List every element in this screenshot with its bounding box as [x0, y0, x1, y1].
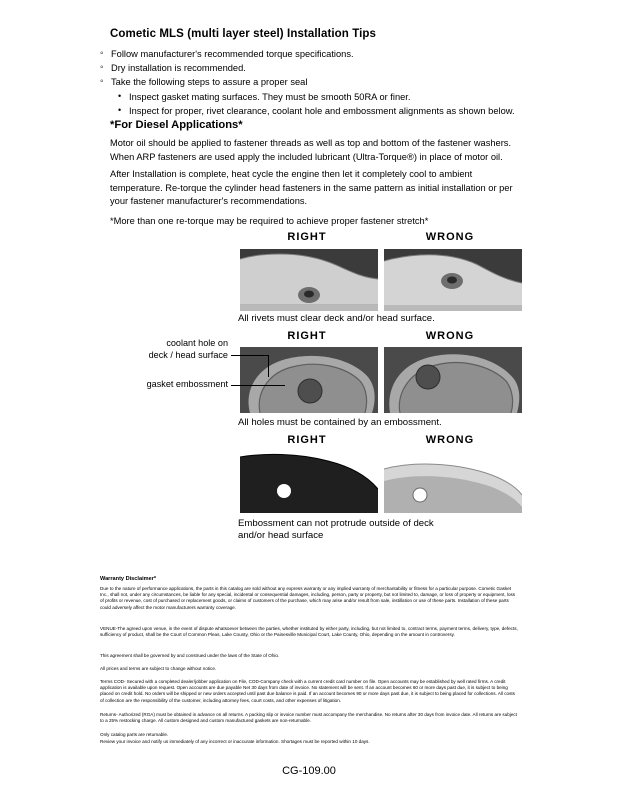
figure2-wrong-image [384, 347, 522, 413]
warranty-paragraph: Returns- Authorized (RGA) must be obtained in advance on all returns. A packing slip or invoice number must accompany the merchandise. No returns after 30 days from invoice date. All returns are subject to a 25% restocking charge. All custom designed and custom manufactured gaskets are non-returnable. [100, 712, 517, 724]
list-item: ◦ Dry installation is recommended. [100, 61, 600, 75]
figure3-caption-line2: and/or head surface [238, 530, 324, 541]
figure3-wrong-image [384, 451, 522, 513]
warranty-paragraph: VENUE-The agreed upon venue, in the event of dispute whatsoever between the parties, whether instituted by either party, including, but not limited to, contract terms, payment terms, delivery, type, defects, sufficiency of product, shall be the Court of Common Pleas, Lake County, Ohio or the Painesville Municipal Court, Lake County, Ohio, depending on the amount in controversy. [100, 626, 518, 638]
figure1-right-label: RIGHT [287, 231, 327, 243]
list-item: ◦ Follow manufacturer's recommended torque specifications. [100, 47, 600, 61]
warranty-heading: Warranty Disclaimer* [100, 576, 157, 582]
figure2-right-label: RIGHT [287, 330, 327, 342]
figure2-caption: All holes must be contained by an embossment. [238, 417, 442, 428]
figure3-right-label: RIGHT [287, 434, 327, 446]
coolant-hole-leader-drop [268, 355, 269, 377]
coolant-hole-leader-line [231, 355, 269, 356]
list-item: • Inspect for proper, rivet clearance, coolant hole and embossment alignments as shown below. [118, 104, 600, 118]
coolant-hole-annotation [118, 337, 228, 361]
figure1-wrong-label: WRONG [425, 231, 475, 243]
figure2-right-image [240, 347, 378, 413]
diesel-paragraph-1: Motor oil should be applied to fastener threads as well as top and bottom of the fastener washers. When ARP fasteners are used apply the included lubricant (Ultra-Torque®) in place of motor oil. [110, 138, 512, 162]
figure3-caption-line1: Embossment can not protrude outside of deck [238, 518, 434, 529]
figure2-wrong-label: WRONG [425, 330, 475, 342]
tips-list [100, 47, 600, 118]
list-item: ◦ Take the following steps to assure a proper seal [100, 75, 600, 89]
diesel-paragraph-3: *More than one re-torque may be required to achieve proper fastener stretch* [110, 216, 429, 226]
figure1-caption: All rivets must clear deck and/or head surface. [238, 313, 435, 324]
warranty-paragraph: All prices and terms are subject to change without notice. [100, 666, 217, 671]
figure3-right-image [240, 451, 378, 513]
warranty-paragraph: This agreement shall be governed by and construed under the laws of the State of Ohio. [100, 653, 280, 658]
coolant-hole-annotation-line1: coolant hole on [166, 338, 228, 348]
coolant-hole-annotation-line2: deck / head surface [148, 350, 228, 360]
warranty-paragraph: Review your invoice and notify us immediately of any incorrect or inaccurate information. Shortages must be reported within 10 days. [100, 739, 370, 744]
gasket-embossment-leader-line [231, 385, 285, 386]
warranty-paragraph: Only catalog parts are returnable. [100, 732, 169, 737]
warranty-paragraph: Terms COD- Secured with a completed dealer/jobber application on File, COD-Company check with a current credit card number on file. Open accounts may be established by well rated firms. A credit application is available upon request. Open accounts are due payable Net 30 days from date of invoice. No statement will be sent. If an account becomes 60 or more days past due, it is subject to being placed on credit hold. No orders will be shipped or new orders accepted until past due balance is paid. If an account becomes 90 or more days past due, it is subject to being placed for collections. All costs of collection are the responsibility of the customer, including attorney fees, court costs, and other expenses of litigation. [100, 679, 515, 703]
figure1-wrong-image [384, 249, 522, 311]
diesel-paragraph-2: After Installation is complete, heat cycle the engine then let it completely cool to ambient temperature. Re-torque the cylinder head fasteners in the same pattern as initial installation or per your fastener manufacturer's recommendations. [110, 169, 513, 207]
page-title: Cometic MLS (multi layer steel) Installation Tips [110, 28, 377, 40]
warranty-paragraph: Due to the nature of performance applications, the parts in this catalog are sold without any express warranty or any implied warranty of merchantability or fitness for a particular purpose. Cometic Gasket Inc., shall not, under any circumstances, be liable for any special, incidental or consequential damages, including, person, party or property, but not limited to, damage, or loss of property or equipment, loss of profits or revenue, cost of purchased or replacement goods, or claims of customers of the purchase, which may arise and/or result from sale, instillation or use of these parts. Installation of these parts could adversely affect the motor manufacturers warranty coverage. [100, 586, 516, 610]
figure3-wrong-label: WRONG [425, 434, 475, 446]
figure1-right-image [240, 249, 378, 311]
list-item: • Inspect gasket mating surfaces. They must be smooth 50RA or finer. [118, 90, 600, 104]
document-number: CG-109.00 [282, 765, 336, 777]
diesel-heading: *For Diesel Applications* [110, 119, 243, 131]
gasket-embossment-annotation: gasket embossment [146, 379, 228, 389]
